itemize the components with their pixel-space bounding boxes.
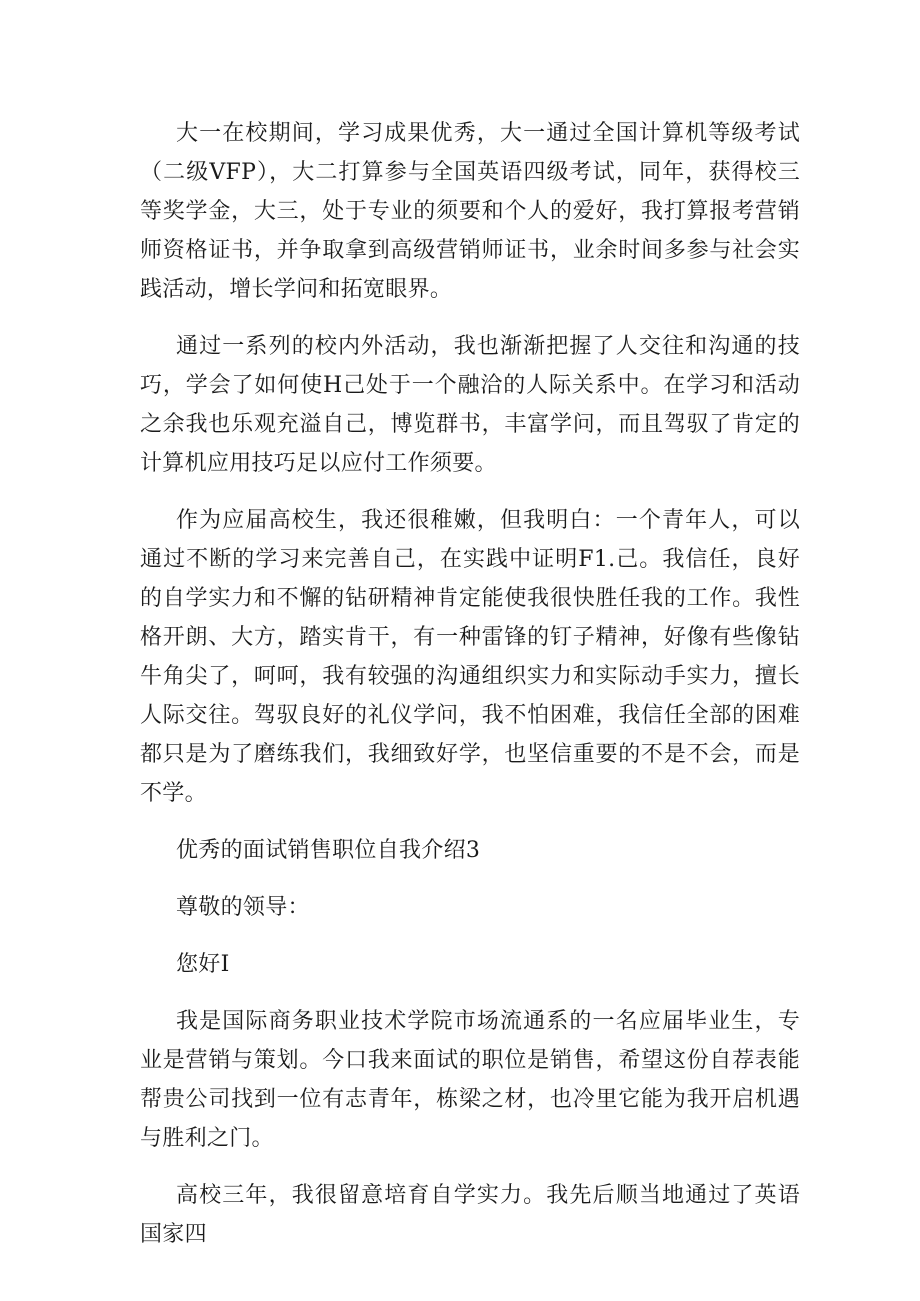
paragraph-introduction: 我是国际商务职业技术学院市场流通系的一名应届毕业生，专业是营销与策划。今口我来面试的职位是销售，希望这份自荐表能帮贵公司找到一位有志青年，栋梁之材，也冷里它能为我开启机遇与胜利之门。 [140, 1009, 800, 1151]
paragraph-self-assessment: 作为应届高校生，我还很稚嫩，但我明白：一个青年人，可以通过不断的学习来完善自己，在实践中证明F1.己。我信任，良好的自学实力和不懈的钻研精神肯定能使我很快胜任我的工作。我性格开朗、大方，踏实肯干，有一种雷锋的钉子精神，好像有些像钻牛角尖了，呵呵，我有较强的沟通组织实力和实际动手实力，擅长人际交往。驾驭良好的礼仪学问，我不怕困难，我信任全部的困难都只是为了磨练我们，我细致好学，也坚信重要的不是不会，而是不学。 [140, 508, 800, 806]
greeting: 您好I [176, 952, 230, 977]
paragraph-communication-skills: 通过一系列的校内外活动，我也渐渐把握了人交往和沟通的技巧，学会了如何使H己处于一个融洽的人际关系中。在学习和活动之余我也乐观充溢自己，博览群书，丰富学问，而且驾驭了肯定的计算机应用技巧足以应付工作须要。 [140, 334, 800, 476]
paragraph-self-study: 高校三年，我很留意培育自学实力。我先后顺当地通过了英语国家四 [140, 1183, 800, 1247]
document-body [140, 114, 800, 1272]
section-heading: 优秀的面试销售职位自我介绍3 [176, 838, 481, 863]
salutation: 尊敬的领导： [176, 895, 310, 920]
paragraph-college-achievements: 大一在校期间，学习成果优秀，大一通过全国计算机等级考试（二级VFP），大二打算参与全国英语四级考试，同年，获得校三等奖学金，大三，处于专业的须要和个人的爱好，我打算报考营销师资格证书，并争取拿到高级营销师证书，业余时间多参与社会实践活动，增长学问和拓宽眼界。 [140, 121, 800, 302]
